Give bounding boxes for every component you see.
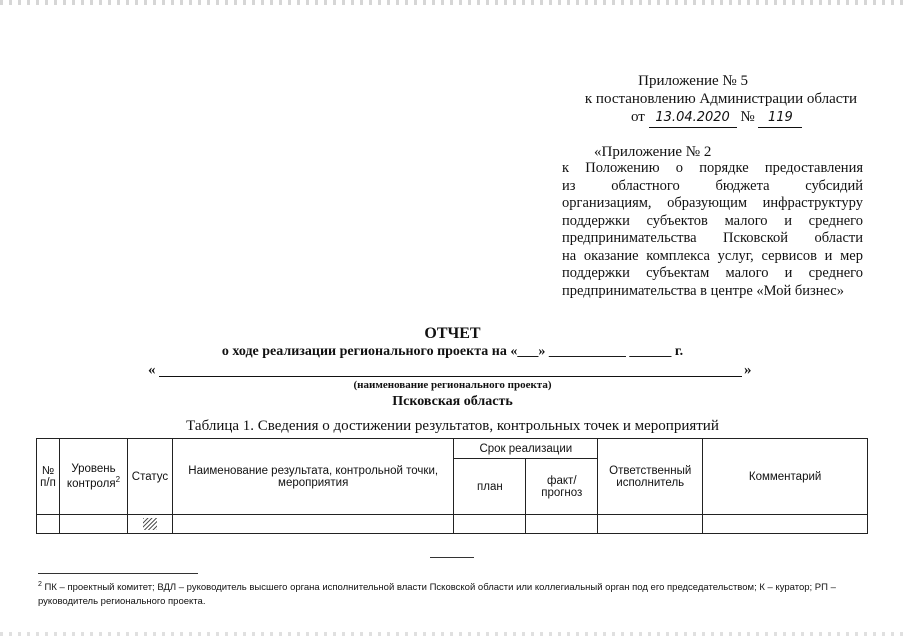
footnote-marker: 2 [38, 581, 42, 588]
header-control-level [59, 439, 127, 515]
appendix-date-line [631, 108, 802, 128]
status-hatch-icon [143, 518, 157, 530]
project-close-quote: » [744, 362, 752, 378]
regulation-line: поддержки субъектов малого и среднего [562, 212, 863, 229]
cell-num [37, 515, 60, 534]
header-deadline-group: Срок реализации [454, 439, 598, 459]
cell-responsible [598, 515, 703, 534]
separator-line [430, 557, 474, 558]
cell-comment [703, 515, 868, 534]
from-label: от [631, 109, 645, 125]
header-result-name: Наименование результата, контрольной точки, мероприятия [172, 439, 453, 515]
scan-artifact-bottom [0, 632, 905, 636]
header-num: № п/п [37, 439, 60, 515]
number-label: № [740, 109, 755, 125]
table-row [37, 515, 868, 534]
header-fact: факт/ прогноз [526, 459, 598, 515]
cell-plan [454, 515, 526, 534]
cell-level [59, 515, 127, 534]
results-table [36, 438, 868, 534]
regulation-line: предпринимательства Псковской области [562, 230, 863, 246]
header-responsible: Ответственный исполнитель [598, 439, 703, 515]
region-name: Псковская область [392, 394, 513, 409]
regulation-appendix-title: «Приложение № 2 [594, 144, 712, 160]
regulation-line: предпринимательства в центре «Мой бизнес» [562, 282, 844, 299]
regulation-line: на оказание комплекса услуг, сервисов и мер [562, 247, 863, 264]
regulation-line: из областного бюджета субсидий [562, 177, 863, 194]
header-comment: Комментарий [703, 439, 868, 515]
report-subtitle: о ходе реализации регионального проекта на «___» ___________ ______ г. [221, 344, 684, 359]
regulation-line: поддержки субъектам малого и среднего [562, 265, 863, 281]
project-caption: (наименование регионального проекта) [353, 379, 552, 391]
cell-name [172, 515, 453, 534]
handwritten-date: 13.04.2020 [649, 109, 737, 128]
handwritten-number: 119 [758, 109, 802, 128]
footnote-ref: 2 [115, 475, 121, 485]
regulation-appendix-text [562, 160, 863, 300]
table-caption: Таблица 1. Сведения о достижении результатов, контрольных точек и мероприятий [186, 418, 719, 434]
header-control-level-label: Уровень контроля [66, 463, 116, 490]
report-title: ОТЧЕТ [424, 325, 481, 342]
appendix-title: Приложение № 5 [638, 73, 748, 89]
cell-fact [526, 515, 598, 534]
header-plan: план [454, 459, 526, 515]
footnote [38, 578, 868, 609]
header-status: Статус [127, 439, 172, 515]
project-name-line [159, 376, 742, 377]
footnote-rule [38, 573, 198, 574]
appendix-resolution: к постановлению Администрации области [584, 91, 857, 107]
cell-status [127, 515, 172, 534]
regulation-line: к Положению о порядке предоставления [562, 160, 863, 176]
footnote-text: ПК – проектный комитет; ВДЛ – руководитель высшего органа исполнительной власти Псковской области или коллегиальный орган под его председательством; К – куратор; РП – руководитель регионального проекта. [38, 582, 836, 608]
project-open-quote: « [148, 362, 156, 378]
scan-artifact-top [0, 0, 905, 5]
regulation-line: организациям, образующим инфраструктуру [562, 195, 863, 211]
